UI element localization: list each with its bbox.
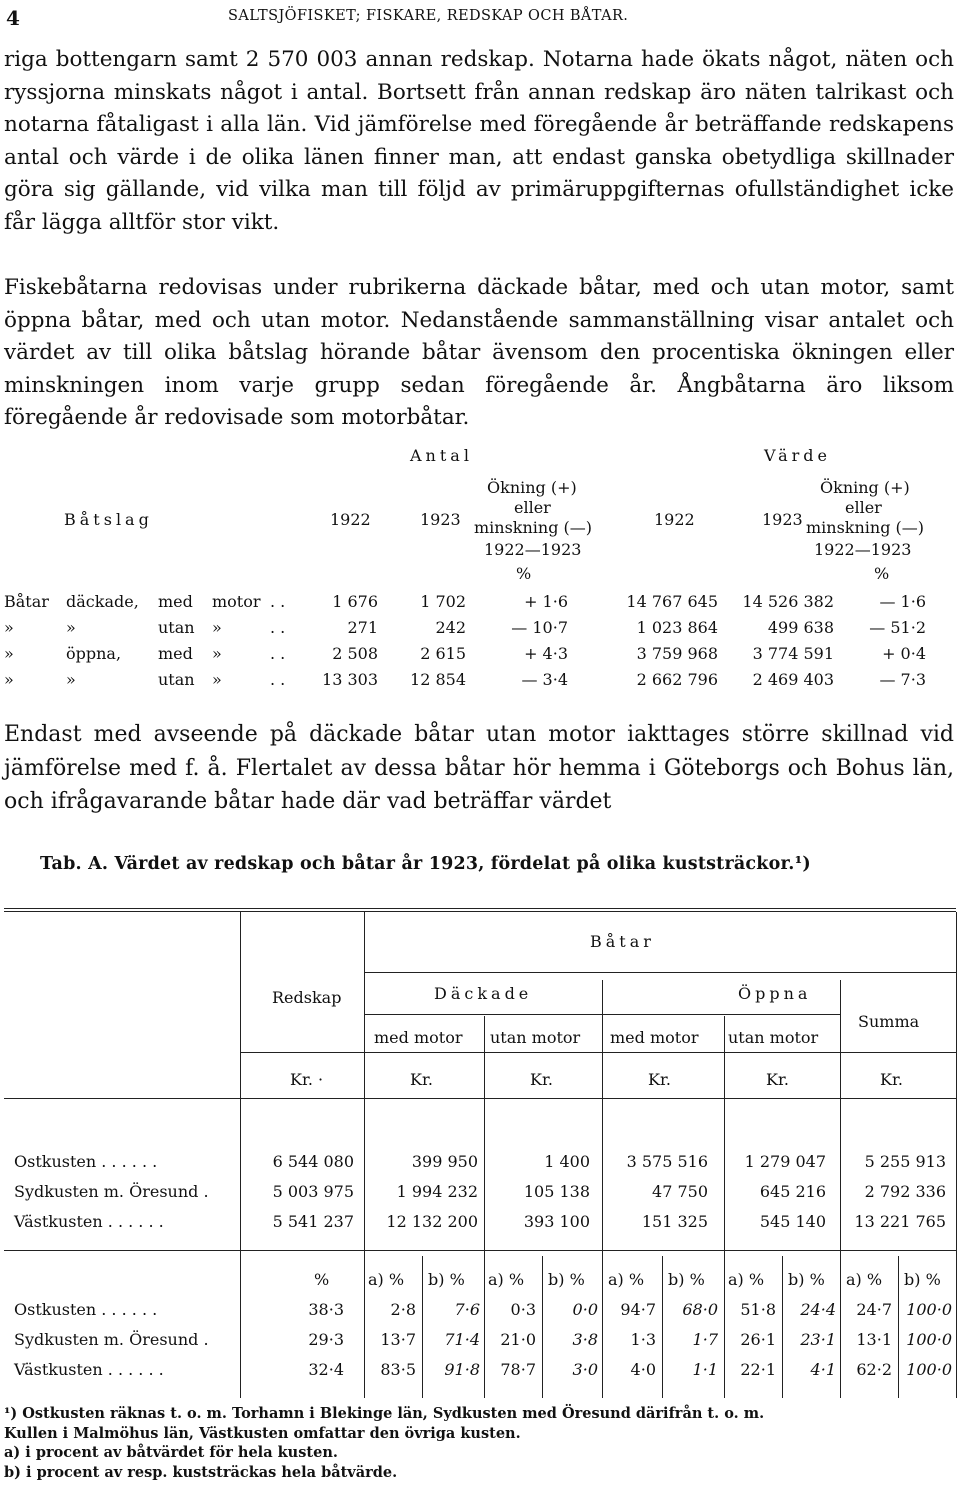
dackade-med-value: 1 994 232 (396, 1182, 478, 1201)
pct-oppna-utan-a: 26·1 (740, 1330, 776, 1349)
paragraph-fiskebatar: Fiskebåtarna redovisas under rubrikerna däckade båtar, med och utan motor, samt öppna båtar, med och utan motor. Nedanstående sammanställning visar antalet och värdet av till olika båtslag hörande båtar ävensom den procentiska ökningen eller minskningen inom varje grupp sedan föregående år. Ångbåtarna äro liksom föregående år redovisade som motorbåtar. (4, 275, 954, 431)
batar-heading: Båtar (590, 932, 655, 951)
oppna-utan-motor: utan motor (728, 1028, 819, 1047)
varde-change-value: — 1·6 (879, 592, 926, 611)
oppna-med-value: 47 750 (652, 1182, 708, 1201)
batslag-label-1: Båtar (4, 592, 49, 611)
pct-oppna-utan-b: 23·1 (800, 1330, 836, 1349)
batslag-table (0, 436, 960, 706)
varde-change-l4: 1922—1923 (814, 540, 912, 559)
pct-summa-b: 100·0 (906, 1300, 952, 1319)
batslag-label-4: » (212, 644, 222, 663)
pct-a-header: a) % (846, 1270, 883, 1289)
batslag-label-4: » (212, 618, 222, 637)
pct-b-header: b) % (668, 1270, 705, 1289)
pct-b-header: b) % (788, 1270, 825, 1289)
batslag-leader-dots: . . (270, 618, 286, 637)
pct-oppna-utan-a: 22·1 (740, 1360, 776, 1379)
batslag-label-3: med (158, 644, 193, 663)
footnote-1-line-2: Kullen i Malmöhus län, Västkusten omfattar den övriga kusten. (4, 1424, 521, 1442)
region-name: Sydkusten m. Öresund . (14, 1182, 209, 1201)
pct-dackade-utan-a: 0·3 (510, 1300, 536, 1319)
varde-1923-value: 2 469 403 (752, 670, 834, 689)
rule-v3 (484, 1016, 485, 1398)
rule-batar (364, 972, 956, 973)
rule-kr (4, 1098, 956, 1099)
batslag-label-2: öppna, (66, 644, 122, 663)
pct-redskap-header: % (314, 1270, 330, 1289)
varde-1923: 1923 (762, 510, 803, 529)
varde-change-value: — 51·2 (869, 618, 926, 637)
pct-oppna-utan-b: 24·4 (800, 1300, 836, 1319)
antal-change-value: + 1·6 (524, 592, 568, 611)
oppna-heading: Öppna (738, 984, 812, 1003)
antal-1923-value: 12 854 (410, 670, 466, 689)
pct-dackade-utan-a: 21·0 (500, 1330, 536, 1349)
redskap-value: 5 003 975 (272, 1182, 354, 1201)
redskap-value: 5 541 237 (272, 1212, 354, 1231)
summa-value: 2 792 336 (864, 1182, 946, 1201)
varde-change-value: + 0·4 (882, 644, 926, 663)
pct-a-header: a) % (728, 1270, 765, 1289)
oppna-utan-value: 1 279 047 (744, 1152, 826, 1171)
kr-dackade-med: Kr. (410, 1070, 433, 1089)
varde-1922-value: 2 662 796 (636, 670, 718, 689)
pct-b-header: b) % (548, 1270, 585, 1289)
kr-oppna-utan: Kr. (766, 1070, 789, 1089)
varde-change-value: — 7·3 (879, 670, 926, 689)
pct-oppna-med-b: 1·1 (692, 1360, 718, 1379)
pct-summa-b: 100·0 (906, 1360, 952, 1379)
pct-oppna-med-b: 1·7 (692, 1330, 718, 1349)
pct-region-name: Sydkusten m. Öresund . (14, 1330, 209, 1349)
varde-1922-value: 14 767 645 (626, 592, 718, 611)
pct-summa-a: 13·1 (856, 1330, 892, 1349)
oppna-med-motor: med motor (610, 1028, 699, 1047)
region-name: Västkusten . . . . . . (14, 1212, 164, 1231)
pct-redskap: 29·3 (308, 1330, 344, 1349)
varde-pct: % (874, 564, 890, 583)
dackade-utan-value: 393 100 (523, 1212, 590, 1231)
pct-region-name: Ostkusten . . . . . . (14, 1300, 158, 1319)
varde-1923-value: 3 774 591 (752, 644, 834, 663)
rule-right (956, 912, 957, 1398)
pct-oppna-med-a: 4·0 (630, 1360, 656, 1379)
oppna-med-value: 151 325 (641, 1212, 708, 1231)
pct-dackade-med-b: 71·4 (444, 1330, 480, 1349)
varde-1923-value: 14 526 382 (742, 592, 834, 611)
batslag-leader-dots: . . (270, 644, 286, 663)
dackade-med-value: 12 132 200 (386, 1212, 478, 1231)
pct-oppna-med-a: 94·7 (620, 1300, 656, 1319)
pct-a-header: a) % (608, 1270, 645, 1289)
pct-a-header: a) % (488, 1270, 525, 1289)
footnotes (4, 1404, 764, 1482)
pct-summa-b: 100·0 (906, 1330, 952, 1349)
rule-sub-4 (782, 1256, 783, 1398)
page-header (6, 6, 954, 28)
pct-dackade-utan-b: 3·0 (572, 1360, 598, 1379)
antal-1923-value: 2 615 (420, 644, 466, 663)
pct-region-name: Västkusten . . . . . . (14, 1360, 164, 1379)
rule-sub-5 (898, 1256, 899, 1398)
rule-v2 (364, 912, 365, 1398)
varde-change-l2: eller (845, 498, 882, 517)
batslag-label-3: utan (158, 670, 195, 689)
batslag-label-2: » (66, 618, 76, 637)
antal-change-l1: Ökning (+) (487, 478, 577, 497)
antal-change-l4: 1922—1923 (484, 540, 582, 559)
footnote-1-line-1: ¹) Ostkusten räknas t. o. m. Torhamn i Blekinge län, Sydkusten med Öresund därifrån t. o. m. (4, 1405, 765, 1422)
kr-summa: Kr. (880, 1070, 903, 1089)
footnote-b: b) i procent av resp. kuststräckas hela båtvärde. (4, 1463, 398, 1481)
dackade-utan-value: 1 400 (544, 1152, 590, 1171)
batslag-label-3: med (158, 592, 193, 611)
antal-change-l3: minskning (—) (474, 518, 593, 537)
pct-redskap: 38·3 (308, 1300, 344, 1319)
rule-top-2 (4, 911, 956, 912)
antal-1922-value: 1 676 (332, 592, 378, 611)
oppna-utan-value: 545 140 (759, 1212, 826, 1231)
dackade-utan-value: 105 138 (523, 1182, 590, 1201)
dackade-med-value: 399 950 (411, 1152, 478, 1171)
antal-1922: 1922 (330, 510, 371, 529)
pct-dackade-med-a: 83·5 (380, 1360, 416, 1379)
rule-sub-2 (542, 1256, 543, 1398)
kr-dackade-utan: Kr. (530, 1070, 553, 1089)
antal-1922-value: 2 508 (332, 644, 378, 663)
pct-summa-a: 24·7 (856, 1300, 892, 1319)
rule-sub-3 (662, 1256, 663, 1398)
batslag-label-1: » (4, 618, 14, 637)
pct-dackade-med-b: 91·8 (444, 1360, 480, 1379)
page-number: 4 (6, 6, 20, 30)
pct-b-header: b) % (904, 1270, 941, 1289)
rule-v4 (602, 980, 603, 1398)
rule-pct-section (4, 1250, 956, 1251)
rule-v6 (840, 980, 841, 1398)
summa-heading: Summa (858, 1012, 920, 1031)
antal-1923-value: 1 702 (420, 592, 466, 611)
redskap-heading: Redskap (272, 988, 342, 1007)
varde-1922-value: 3 759 968 (636, 644, 718, 663)
varde-1922-value: 1 023 864 (636, 618, 718, 637)
antal-change-l2: eller (514, 498, 551, 517)
antal-1923-value: 242 (435, 618, 466, 637)
batslag-label-4: motor (212, 592, 261, 611)
kr-oppna-med: Kr. (648, 1070, 671, 1089)
dackade-utan-motor: utan motor (490, 1028, 581, 1047)
tab-a-title: Tab. A. Värdet av redskap och båtar år 1923, fördelat på olika kuststräckor.¹) (40, 854, 811, 874)
varde-1922: 1922 (654, 510, 695, 529)
batslag-label-3: utan (158, 618, 195, 637)
pct-oppna-med-b: 68·0 (682, 1300, 718, 1319)
varde-change-l3: minskning (—) (806, 518, 925, 537)
pct-a-header: a) % (368, 1270, 405, 1289)
pct-b-header: b) % (428, 1270, 465, 1289)
kr-redskap: Kr. · (290, 1070, 324, 1089)
rule-top (4, 908, 956, 909)
batslag-label-4: » (212, 670, 222, 689)
varde-heading: Värde (764, 446, 831, 465)
paragraph-redskap: riga bottengarn samt 2 570 003 annan redskap. Notarna hade ökats något, näten och ryssjorna minskats något i antal. Bortsett från annan redskap äro näten talrikast och notarna fåtaligast i alla län. Vid jämförelse med föregående år beträffande redskapens antal och värde i de olika länen finner man, att endast ganska obetydliga skillnader göra sig gällande, vid vilka man till följd av primäruppgifternas ofullständighet icke får lägga alltför stor vikt. (4, 47, 954, 235)
oppna-utan-value: 645 216 (759, 1182, 826, 1201)
summa-value: 5 255 913 (864, 1152, 946, 1171)
antal-1923: 1923 (420, 510, 461, 529)
batslag-label-1: » (4, 644, 14, 663)
rule-v1 (240, 912, 241, 1398)
batslag-heading: Båtslag (64, 510, 153, 529)
rule-dackade-oppna (364, 1014, 840, 1015)
antal-pct: % (516, 564, 532, 583)
pct-dackade-med-a: 2·8 (390, 1300, 416, 1319)
summa-value: 13 221 765 (854, 1212, 946, 1231)
varde-1923-value: 499 638 (767, 618, 834, 637)
pct-summa-a: 62·2 (856, 1360, 892, 1379)
pct-dackade-utan-b: 3·8 (572, 1330, 598, 1349)
paragraph-endast: Endast med avseende på däckade båtar utan motor iakttages större skillnad vid jämförelse med f. å. Flertalet av dessa båtar hör hemma i Göteborgs och Bohus län, och ifrågavarande båtar hade där vad beträffar värdet (4, 722, 954, 814)
pct-dackade-utan-a: 78·7 (500, 1360, 536, 1379)
rule-motor (240, 1052, 956, 1053)
varde-change-l1: Ökning (+) (820, 478, 910, 497)
antal-change-value: + 4·3 (524, 644, 568, 663)
batslag-label-2: däckade, (66, 592, 139, 611)
batslag-leader-dots: . . (270, 670, 286, 689)
antal-1922-value: 271 (347, 618, 378, 637)
antal-heading: Antal (410, 446, 473, 465)
pct-oppna-utan-a: 51·8 (740, 1300, 776, 1319)
dackade-med-motor: med motor (374, 1028, 463, 1047)
dackade-heading: Däckade (434, 984, 533, 1003)
rule-sub-1 (422, 1256, 423, 1398)
oppna-med-value: 3 575 516 (626, 1152, 708, 1171)
batslag-label-1: » (4, 670, 14, 689)
footnote-a: a) i procent av båtvärdet för hela kusten. (4, 1444, 338, 1461)
pct-dackade-med-b: 7·6 (454, 1300, 480, 1319)
tab-a-table (0, 900, 960, 1400)
rule-v5 (724, 1016, 725, 1398)
running-title: SALTSJÖFISKET; FISKARE, REDSKAP OCH BÅTAR. (228, 8, 629, 24)
pct-dackade-med-a: 13·7 (380, 1330, 416, 1349)
pct-oppna-med-a: 1·3 (630, 1330, 656, 1349)
batslag-label-2: » (66, 670, 76, 689)
redskap-value: 6 544 080 (272, 1152, 354, 1171)
pct-dackade-utan-b: 0·0 (572, 1300, 598, 1319)
region-name: Ostkusten . . . . . . (14, 1152, 158, 1171)
pct-redskap: 32·4 (308, 1360, 344, 1379)
batslag-leader-dots: . . (270, 592, 286, 611)
antal-change-value: — 3·4 (521, 670, 568, 689)
pct-oppna-utan-b: 4·1 (810, 1360, 836, 1379)
antal-1922-value: 13 303 (322, 670, 378, 689)
antal-change-value: — 10·7 (511, 618, 568, 637)
